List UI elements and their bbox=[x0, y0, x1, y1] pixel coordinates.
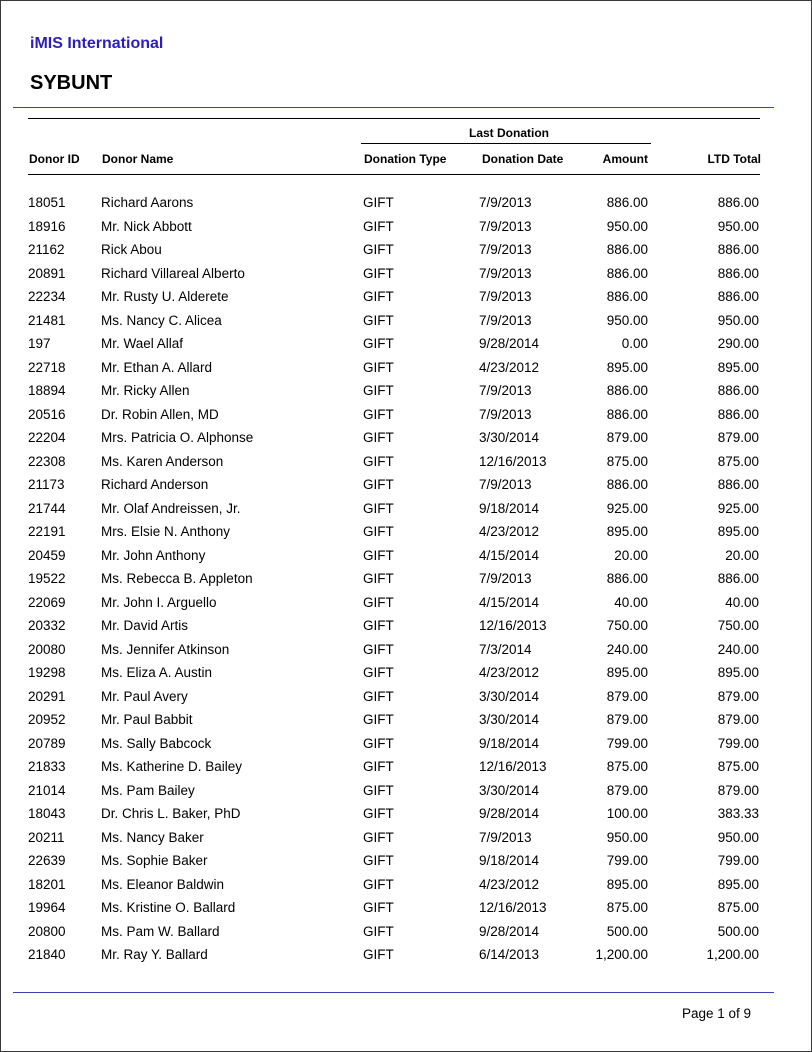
table-row bbox=[1, 332, 811, 356]
donation-type-cell: GIFT bbox=[363, 524, 394, 539]
donor-name-cell: Mrs. Patricia O. Alphonse bbox=[101, 430, 254, 445]
donor-id-cell: 20789 bbox=[28, 735, 66, 751]
donation-date-cell: 7/9/2013 bbox=[479, 195, 532, 210]
table-row bbox=[1, 779, 811, 803]
donor-id-cell: 18201 bbox=[28, 876, 66, 892]
donor-name-cell: Mr. Wael Allaf bbox=[101, 336, 184, 351]
amount-cell: 895.00 bbox=[606, 359, 648, 375]
ltd-total-cell: 879.00 bbox=[717, 688, 759, 704]
ltd-total-cell: 895.00 bbox=[717, 359, 759, 375]
donation-date-cell: 3/30/2014 bbox=[479, 712, 540, 727]
donation-type-cell: GIFT bbox=[363, 688, 394, 704]
table-row bbox=[1, 826, 811, 850]
table-row bbox=[1, 473, 811, 497]
donor-name-cell: Ms. Rebecca B. Appleton bbox=[101, 571, 253, 586]
donation-date-cell: 9/28/2014 bbox=[479, 806, 540, 821]
ltd-total-cell: 950.00 bbox=[717, 829, 759, 845]
amount-cell: 750.00 bbox=[606, 618, 648, 633]
donation-type-cell: GIFT bbox=[363, 829, 394, 845]
amount-cell: 240.00 bbox=[606, 641, 648, 657]
amount-cell: 886.00 bbox=[606, 289, 648, 304]
donation-date-cell: 4/23/2012 bbox=[479, 524, 540, 539]
ltd-total-cell: 875.00 bbox=[717, 900, 759, 915]
donation-date-cell: 3/30/2014 bbox=[479, 688, 540, 704]
amount-cell: 886.00 bbox=[606, 383, 648, 398]
table-row bbox=[1, 638, 811, 662]
table-row bbox=[1, 614, 811, 638]
last-donation-group-header: Last Donation bbox=[469, 126, 549, 140]
donation-type-cell: GIFT bbox=[363, 571, 394, 586]
report-title: SYBUNT bbox=[30, 72, 113, 94]
donor-id-cell: 22204 bbox=[28, 430, 66, 445]
donation-type-cell: GIFT bbox=[363, 195, 394, 210]
donor-id-cell: 20891 bbox=[28, 265, 66, 281]
ltd-total-cell: 875.00 bbox=[717, 453, 759, 469]
organization-name: iMIS International bbox=[30, 35, 164, 52]
donor-name-cell: Ms. Sophie Baker bbox=[101, 853, 208, 868]
donor-name-cell: Mr. Rusty U. Alderete bbox=[101, 289, 229, 304]
ltd-total-cell: 950.00 bbox=[717, 218, 759, 234]
donor-id-cell: 20800 bbox=[28, 923, 66, 939]
donation-date-cell: 7/9/2013 bbox=[479, 218, 532, 234]
donor-name-cell: Mr. John I. Arguello bbox=[101, 594, 217, 610]
donation-type-cell: GIFT bbox=[363, 759, 394, 774]
ltd-total-cell: 290.00 bbox=[717, 336, 759, 351]
donor-id-cell: 20332 bbox=[28, 618, 66, 633]
donor-name-cell: Richard Villareal Alberto bbox=[101, 265, 245, 281]
donor-name-cell: Mrs. Elsie N. Anthony bbox=[101, 524, 231, 539]
donor-id-cell: 22234 bbox=[28, 289, 66, 304]
ltd-total-cell: 40.00 bbox=[725, 594, 759, 610]
donation-date-cell: 7/9/2013 bbox=[479, 312, 532, 328]
amount-cell: 879.00 bbox=[606, 712, 648, 727]
donor-id-cell: 20211 bbox=[28, 829, 65, 845]
amount-cell: 886.00 bbox=[606, 406, 648, 422]
donor-id-cell: 20291 bbox=[28, 688, 66, 704]
donation-type-cell: GIFT bbox=[363, 500, 394, 516]
donation-date-cell: 3/30/2014 bbox=[479, 430, 540, 445]
donor-id-cell: 19522 bbox=[28, 571, 66, 586]
amount-cell: 925.00 bbox=[606, 500, 648, 516]
donation-type-cell: GIFT bbox=[363, 453, 394, 469]
table-row bbox=[1, 685, 811, 709]
donation-date-cell: 4/23/2012 bbox=[479, 876, 540, 892]
table-row bbox=[1, 567, 811, 591]
ltd-total-cell: 886.00 bbox=[717, 383, 759, 398]
donor-id-cell: 21162 bbox=[28, 242, 65, 257]
donation-date-cell: 7/9/2013 bbox=[479, 406, 532, 422]
amount-cell: 895.00 bbox=[606, 524, 648, 539]
donor-id-cell: 21173 bbox=[28, 477, 65, 492]
donation-type-cell: GIFT bbox=[363, 712, 394, 727]
donation-date-cell: 12/16/2013 bbox=[479, 900, 547, 915]
amount-cell: 895.00 bbox=[606, 876, 648, 892]
donor-table-body bbox=[1, 191, 811, 967]
table-row bbox=[1, 356, 811, 380]
amount-cell: 799.00 bbox=[606, 735, 648, 751]
amount-cell: 500.00 bbox=[606, 923, 648, 939]
table-row bbox=[1, 238, 811, 262]
donor-id-cell: 19298 bbox=[28, 665, 66, 680]
donor-name-cell: Mr. John Anthony bbox=[101, 547, 206, 563]
donor-name-cell: Ms. Karen Anderson bbox=[101, 453, 224, 469]
amount-cell: 875.00 bbox=[606, 900, 648, 915]
donation-date-cell: 7/9/2013 bbox=[479, 242, 532, 257]
donor-name-cell: Mr. Nick Abbott bbox=[101, 218, 192, 234]
ltd-total-cell: 886.00 bbox=[717, 242, 759, 257]
donor-name-cell: Richard Aarons bbox=[101, 195, 194, 210]
donor-id-cell: 22308 bbox=[28, 453, 66, 469]
ltd-total-cell: 886.00 bbox=[717, 265, 759, 281]
donation-date-cell: 4/23/2012 bbox=[479, 359, 540, 375]
donation-date-cell: 7/9/2013 bbox=[479, 477, 532, 492]
donor-name-cell: Mr. Olaf Andreissen, Jr. bbox=[101, 500, 241, 516]
donation-type-cell: GIFT bbox=[363, 641, 394, 657]
donor-name-cell: Ms. Eliza A. Austin bbox=[101, 665, 213, 680]
table-row bbox=[1, 920, 811, 944]
donation-date-cell: 9/18/2014 bbox=[479, 735, 540, 751]
donor-name-cell: Ms. Pam Bailey bbox=[101, 782, 195, 798]
ltd-total-cell: 925.00 bbox=[717, 500, 759, 516]
table-row bbox=[1, 943, 811, 967]
donor-id-cell: 19964 bbox=[28, 900, 66, 915]
donor-name-cell: Mr. Ethan A. Allard bbox=[101, 359, 213, 375]
donor-name-cell: Ms. Katherine D. Bailey bbox=[101, 759, 243, 774]
donor-id-cell: 197 bbox=[28, 336, 51, 351]
donor-name-cell: Rick Abou bbox=[101, 242, 162, 257]
ltd-total-cell: 886.00 bbox=[717, 195, 759, 210]
donation-date-cell: 6/14/2013 bbox=[479, 947, 540, 962]
column-header-amount: Amount bbox=[602, 152, 648, 166]
donor-id-cell: 21840 bbox=[28, 947, 66, 962]
donor-id-cell: 22718 bbox=[28, 359, 66, 375]
donation-date-cell: 4/15/2014 bbox=[479, 547, 540, 563]
donation-type-cell: GIFT bbox=[363, 782, 394, 798]
donor-id-cell: 20952 bbox=[28, 712, 66, 727]
table-row bbox=[1, 191, 811, 215]
donation-type-cell: GIFT bbox=[363, 900, 394, 915]
donor-name-cell: Dr. Chris L. Baker, PhD bbox=[101, 806, 241, 821]
table-row bbox=[1, 896, 811, 920]
ltd-total-cell: 886.00 bbox=[717, 477, 759, 492]
donor-name-cell: Mr. Paul Babbit bbox=[101, 712, 193, 727]
ltd-total-cell: 950.00 bbox=[717, 312, 759, 328]
donor-id-cell: 21744 bbox=[28, 500, 66, 516]
amount-cell: 886.00 bbox=[606, 242, 648, 257]
table-row bbox=[1, 708, 811, 732]
donation-date-cell: 9/18/2014 bbox=[479, 853, 540, 868]
donation-date-cell: 12/16/2013 bbox=[479, 453, 547, 469]
donation-date-cell: 4/23/2012 bbox=[479, 665, 540, 680]
footer-divider bbox=[13, 992, 774, 993]
amount-cell: 875.00 bbox=[606, 453, 648, 469]
header-divider bbox=[13, 107, 774, 108]
donation-type-cell: GIFT bbox=[363, 289, 394, 304]
ltd-total-cell: 875.00 bbox=[717, 759, 759, 774]
amount-cell: 895.00 bbox=[606, 665, 648, 680]
donation-date-cell: 7/9/2013 bbox=[479, 265, 532, 281]
amount-cell: 886.00 bbox=[606, 265, 648, 281]
donation-type-cell: GIFT bbox=[363, 265, 394, 281]
donation-type-cell: GIFT bbox=[363, 218, 394, 234]
table-row bbox=[1, 544, 811, 568]
table-row bbox=[1, 591, 811, 615]
amount-cell: 875.00 bbox=[606, 759, 648, 774]
donation-type-cell: GIFT bbox=[363, 477, 394, 492]
donation-date-cell: 7/9/2013 bbox=[479, 829, 532, 845]
donor-id-cell: 22069 bbox=[28, 594, 66, 610]
donor-name-cell: Ms. Kristine O. Ballard bbox=[101, 900, 236, 915]
donor-id-cell: 20516 bbox=[28, 406, 66, 422]
donor-name-cell: Mr. Ray Y. Ballard bbox=[101, 947, 208, 962]
table-header-rule bbox=[28, 174, 760, 175]
ltd-total-cell: 500.00 bbox=[717, 923, 759, 939]
table-row bbox=[1, 873, 811, 897]
donation-type-cell: GIFT bbox=[363, 806, 394, 821]
donor-name-cell: Mr. Paul Avery bbox=[101, 688, 188, 704]
donor-id-cell: 20080 bbox=[28, 641, 66, 657]
donor-name-cell: Ms. Jennifer Atkinson bbox=[101, 641, 230, 657]
table-row bbox=[1, 379, 811, 403]
donor-id-cell: 22639 bbox=[28, 853, 66, 868]
table-row bbox=[1, 309, 811, 333]
donor-name-cell: Ms. Nancy C. Alicea bbox=[101, 312, 222, 328]
column-header-donation-date: Donation Date bbox=[482, 152, 564, 166]
donation-type-cell: GIFT bbox=[363, 359, 394, 375]
donor-id-cell: 21833 bbox=[28, 759, 66, 774]
donation-date-cell: 7/9/2013 bbox=[479, 383, 532, 398]
amount-cell: 950.00 bbox=[606, 829, 648, 845]
donation-date-cell: 12/16/2013 bbox=[479, 618, 547, 633]
donation-type-cell: GIFT bbox=[363, 853, 394, 868]
ltd-total-cell: 879.00 bbox=[717, 712, 759, 727]
ltd-total-cell: 895.00 bbox=[717, 524, 759, 539]
column-header-ltd-total: LTD Total bbox=[707, 152, 761, 166]
donation-date-cell: 9/28/2014 bbox=[479, 336, 540, 351]
donation-type-cell: GIFT bbox=[363, 594, 394, 610]
amount-cell: 100.00 bbox=[606, 806, 648, 821]
donation-date-cell: 7/9/2013 bbox=[479, 571, 532, 586]
table-row bbox=[1, 661, 811, 685]
donation-type-cell: GIFT bbox=[363, 618, 394, 633]
donor-id-cell: 21481 bbox=[28, 312, 66, 328]
donation-type-cell: GIFT bbox=[363, 383, 394, 398]
donation-date-cell: 4/15/2014 bbox=[479, 594, 540, 610]
ltd-total-cell: 20.00 bbox=[725, 547, 759, 563]
table-row bbox=[1, 520, 811, 544]
donor-id-cell: 18043 bbox=[28, 806, 66, 821]
ltd-total-cell: 879.00 bbox=[717, 430, 759, 445]
donation-type-cell: GIFT bbox=[363, 665, 394, 680]
table-row bbox=[1, 403, 811, 427]
amount-cell: 1,200.00 bbox=[595, 947, 648, 962]
amount-cell: 879.00 bbox=[606, 688, 648, 704]
donor-name-cell: Ms. Eleanor Baldwin bbox=[101, 876, 225, 892]
donation-type-cell: GIFT bbox=[363, 406, 394, 422]
ltd-total-cell: 886.00 bbox=[717, 571, 759, 586]
ltd-total-cell: 879.00 bbox=[717, 782, 759, 798]
donation-type-cell: GIFT bbox=[363, 242, 394, 257]
donation-date-cell: 9/18/2014 bbox=[479, 500, 540, 516]
donor-id-cell: 18916 bbox=[28, 218, 66, 234]
donation-type-cell: GIFT bbox=[363, 923, 394, 939]
ltd-total-cell: 1,200.00 bbox=[706, 947, 759, 962]
donor-id-cell: 18051 bbox=[28, 195, 66, 210]
table-row bbox=[1, 497, 811, 521]
donor-id-cell: 21014 bbox=[28, 782, 66, 798]
column-header-donor-id: Donor ID bbox=[29, 152, 80, 166]
donation-type-cell: GIFT bbox=[363, 735, 394, 751]
amount-cell: 879.00 bbox=[606, 430, 648, 445]
donation-type-cell: GIFT bbox=[363, 547, 394, 563]
donor-name-cell: Ms. Pam W. Ballard bbox=[101, 923, 220, 939]
donation-type-cell: GIFT bbox=[363, 336, 394, 351]
donation-date-cell: 12/16/2013 bbox=[479, 759, 547, 774]
donor-id-cell: 22191 bbox=[28, 524, 66, 539]
donation-date-cell: 9/28/2014 bbox=[479, 923, 540, 939]
donation-type-cell: GIFT bbox=[363, 430, 394, 445]
amount-cell: 886.00 bbox=[606, 477, 648, 492]
ltd-total-cell: 895.00 bbox=[717, 665, 759, 680]
table-row bbox=[1, 426, 811, 450]
table-row bbox=[1, 450, 811, 474]
column-header-donor-name: Donor Name bbox=[102, 152, 174, 166]
donor-name-cell: Mr. Ricky Allen bbox=[101, 383, 190, 398]
page-number: Page 1 of 9 bbox=[681, 1006, 751, 1021]
table-row bbox=[1, 849, 811, 873]
ltd-total-cell: 240.00 bbox=[717, 641, 759, 657]
ltd-total-cell: 886.00 bbox=[717, 406, 759, 422]
amount-cell: 40.00 bbox=[614, 594, 648, 610]
donor-name-cell: Dr. Robin Allen, MD bbox=[101, 406, 219, 422]
donor-name-cell: Ms. Sally Babcock bbox=[101, 735, 212, 751]
donation-date-cell: 7/3/2014 bbox=[479, 641, 532, 657]
amount-cell: 879.00 bbox=[606, 782, 648, 798]
table-top-rule bbox=[28, 118, 760, 119]
amount-cell: 950.00 bbox=[606, 312, 648, 328]
donation-type-cell: GIFT bbox=[363, 947, 394, 962]
amount-cell: 950.00 bbox=[606, 218, 648, 234]
table-row bbox=[1, 802, 811, 826]
donation-type-cell: GIFT bbox=[363, 876, 394, 892]
donor-id-cell: 18894 bbox=[28, 383, 66, 398]
donor-name-cell: Ms. Nancy Baker bbox=[101, 829, 204, 845]
donor-id-cell: 20459 bbox=[28, 547, 66, 563]
ltd-total-cell: 886.00 bbox=[717, 289, 759, 304]
table-row bbox=[1, 755, 811, 779]
table-row bbox=[1, 732, 811, 756]
ltd-total-cell: 895.00 bbox=[717, 876, 759, 892]
amount-cell: 799.00 bbox=[606, 853, 648, 868]
ltd-total-cell: 799.00 bbox=[717, 853, 759, 868]
donation-type-cell: GIFT bbox=[363, 312, 394, 328]
ltd-total-cell: 799.00 bbox=[717, 735, 759, 751]
table-row bbox=[1, 285, 811, 309]
column-header-donation-type: Donation Type bbox=[364, 152, 447, 166]
amount-cell: 886.00 bbox=[606, 195, 648, 210]
amount-cell: 886.00 bbox=[606, 571, 648, 586]
table-row bbox=[1, 262, 811, 286]
donation-date-cell: 7/9/2013 bbox=[479, 289, 532, 304]
donor-name-cell: Mr. David Artis bbox=[101, 618, 189, 633]
table-row bbox=[1, 215, 811, 239]
amount-cell: 20.00 bbox=[614, 547, 648, 563]
amount-cell: 0.00 bbox=[621, 336, 648, 351]
ltd-total-cell: 383.33 bbox=[717, 806, 759, 821]
donation-date-cell: 3/30/2014 bbox=[479, 782, 540, 798]
last-donation-group-rule bbox=[361, 143, 651, 144]
donor-name-cell: Richard Anderson bbox=[101, 477, 209, 492]
ltd-total-cell: 750.00 bbox=[717, 618, 759, 633]
